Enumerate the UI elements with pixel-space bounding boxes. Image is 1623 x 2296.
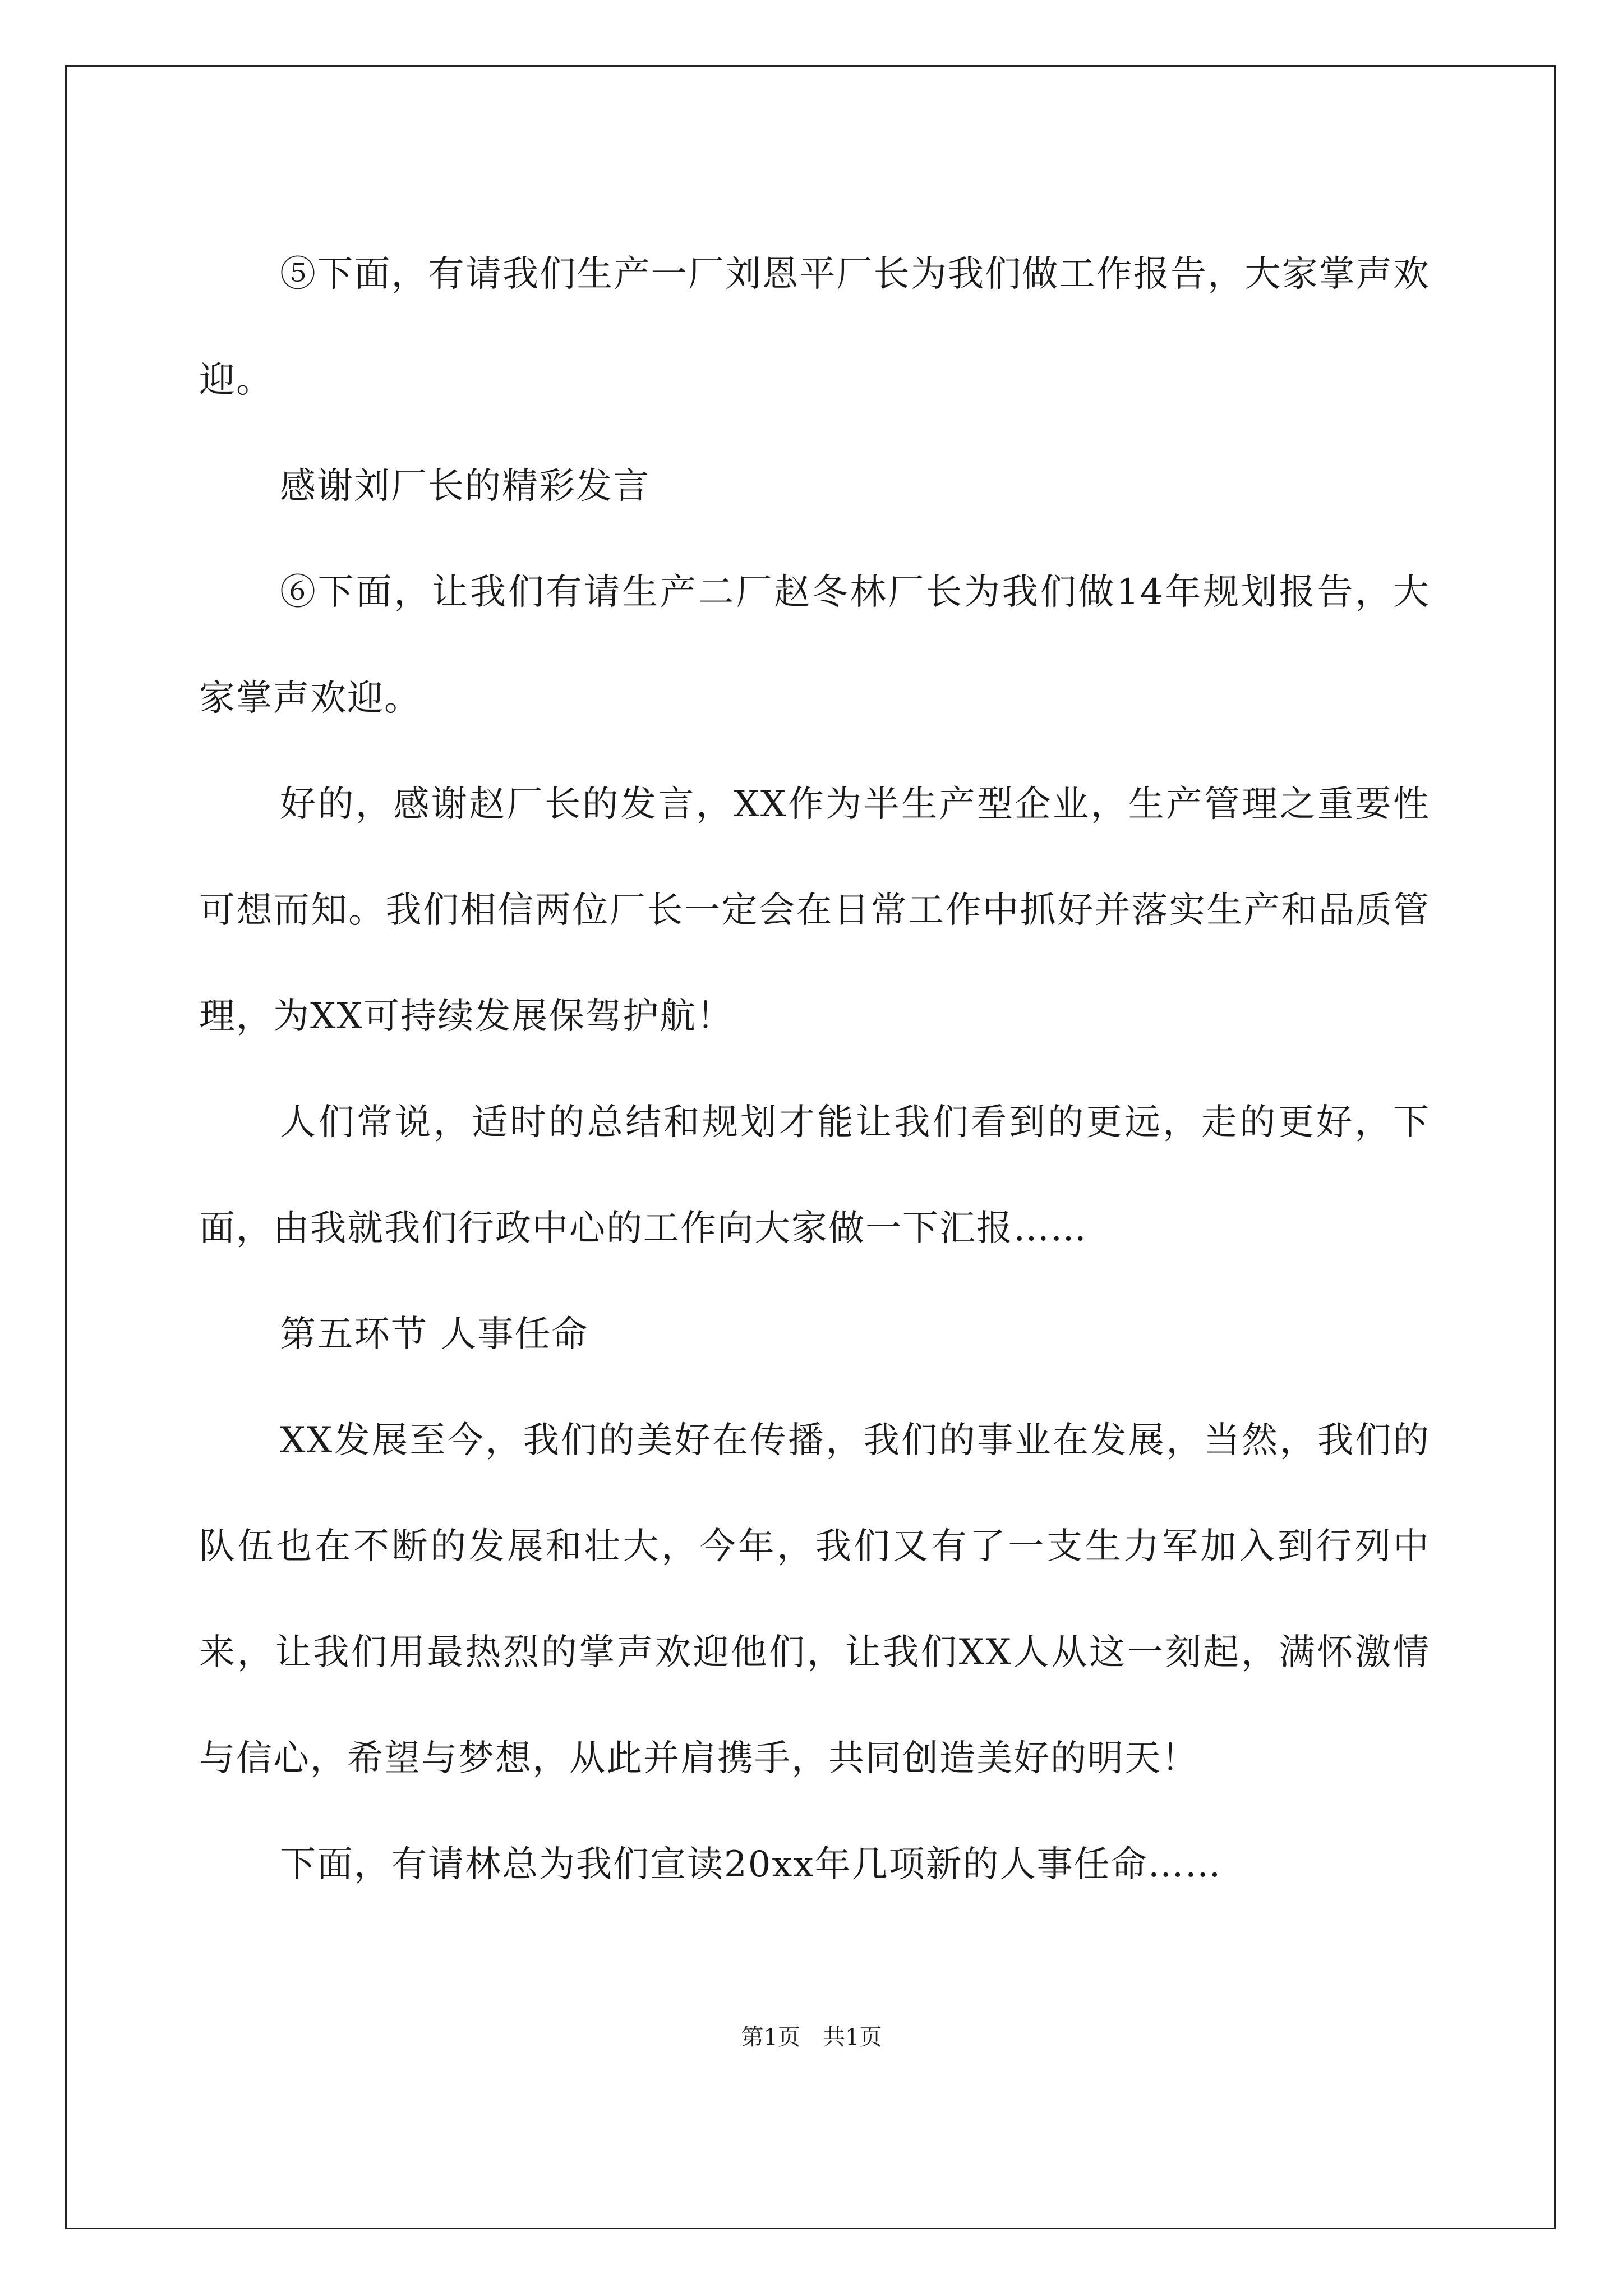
paragraph-admin-report: 人们常说，适时的总结和规划才能让我们看到的更远，走的更好，下面，由我就我们行政中心的工作向大家做一下汇报…… bbox=[199, 1102, 1430, 1249]
paragraph-thanks-liu: 感谢刘厂长的精彩发言 bbox=[280, 466, 650, 507]
section-heading-appointments: 第五环节 人事任命 bbox=[280, 1314, 589, 1355]
paragraph-speech-factory-two: ⑥下面，让我们有请生产二厂赵冬林厂长为我们做14年规划报告，大家掌声欢迎。 bbox=[199, 572, 1430, 719]
paragraph-announce-appointments: 下面，有请林总为我们宣读20xx年几项新的人事任命…… bbox=[280, 1844, 1222, 1885]
paragraph-thanks-zhao: 好的，感谢赵厂长的发言，XX作为半生产型企业，生产管理之重要性可想而知。我们相信两位厂长一定会在日常工作中抓好并落实生产和品质管理，为XX可持续发展保驾护航！ bbox=[199, 784, 1430, 1037]
paragraph-welcome-new-staff: XX发展至今，我们的美好在传播，我们的事业在发展，当然，我们的队伍也在不断的发展和壮大，今年，我们又有了一支生力军加入到行列中来，让我们用最热烈的掌声欢迎他们，让我们XX人从这一刻起，满怀激情与信心，希望与梦想，从此并肩携手，共同创造美好的明天！ bbox=[199, 1420, 1430, 1779]
page-number-current: 第1页 bbox=[741, 2024, 800, 2050]
paragraph-speech-factory-one: ⑤下面，有请我们生产一厂刘恩平厂长为我们做工作报告，大家掌声欢迎。 bbox=[199, 254, 1430, 401]
page-number-total: 共1页 bbox=[823, 2024, 882, 2050]
page-footer bbox=[0, 2019, 1623, 2051]
document-body bbox=[199, 222, 1430, 1918]
